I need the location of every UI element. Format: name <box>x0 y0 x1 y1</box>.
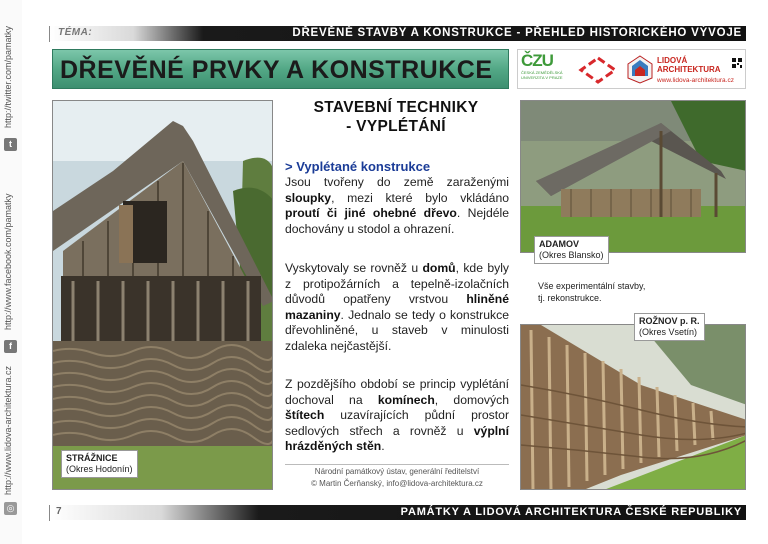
paragraph-1: Jsou tvořeny do země zaraženými sloupky, mezi které bylo vkládáno proutí či jiné ohebné dřevo. Nejdéle dochovány u stodol a ohrazení. <box>285 175 510 236</box>
credits-institution: Národní památkový ústav, generální ředitelství <box>314 467 480 476</box>
la-line1: LIDOVÁ <box>657 56 688 65</box>
section-title <box>276 98 516 136</box>
experimental-note-line2: tj. rekonstrukce. <box>538 293 602 303</box>
caption-straznice <box>61 450 138 478</box>
qr-icon <box>732 58 742 68</box>
photo-adamov <box>520 100 746 253</box>
caption-district: (Okres Vsetín) <box>639 327 698 337</box>
website-link[interactable]: http://www.lidova-architektura.cz <box>3 365 13 495</box>
photo-roznov <box>520 324 746 490</box>
caption-district: (Okres Blansko) <box>539 250 604 260</box>
twitter-icon[interactable]: t <box>4 138 17 151</box>
subheading: > Vyplétané konstrukce <box>285 159 431 174</box>
paragraph-3: Z pozdějšího období se princip vyplétání dochoval na komínech, domových štítech uzavírajících půdní prostor sedlových střech a rovněž u výplní hrázděných stěn. <box>285 377 509 454</box>
fence-illustration <box>521 325 746 490</box>
shed-illustration <box>521 101 746 253</box>
facebook-icon[interactable]: f <box>4 340 17 353</box>
barn-illustration <box>53 101 273 490</box>
experimental-note-line1: Vše experimentální stavby, <box>538 281 646 291</box>
caption-adamov <box>534 236 609 264</box>
twitter-link[interactable]: http://twitter.com/pamatky <box>3 25 13 128</box>
caption-place: ROŽNOV p. R. <box>639 316 700 326</box>
lidova-architektura-logo-icon <box>626 54 654 84</box>
section-title-line1: STAVEBNÍ TECHNIKY <box>313 99 479 116</box>
czu-logo <box>521 52 571 86</box>
facebook-link[interactable]: http://www.facebook.com/pamatky <box>3 193 13 330</box>
npu-logo-icon <box>577 55 619 85</box>
caption-place: STRÁŽNICE <box>66 453 118 463</box>
lidova-architektura-logo-text <box>657 56 721 74</box>
footer-title: PAMÁTKY A LIDOVÁ ARCHITEKTURA ČESKÉ REPUBLIKY <box>400 506 742 518</box>
la-line2: ARCHITEKTURA <box>657 65 721 74</box>
paragraph-2: Vyskytovaly se rovněž u domů, kde byly z protipožárních a tepelně-izolačních důvodů opatřeny vrstvou hliněné mazaniny. Jednalo se tedy o konstrukce dřevohliněné, u staveb v minulosti zdaleka nejčastější. <box>285 261 509 353</box>
credits-author: © Martin Čerňanský, info@lidova-architektura.cz <box>311 479 483 488</box>
section-title-line2: - VYPLÉTÁNÍ <box>346 118 446 135</box>
czu-logo-mark: ČZU <box>521 51 553 70</box>
tema-label: TÉMA: <box>58 27 93 38</box>
website-icon[interactable]: ◎ <box>4 502 17 515</box>
credits <box>285 464 509 490</box>
experimental-note <box>538 280 645 304</box>
caption-roznov <box>634 313 705 341</box>
page-title: DŘEVĚNÉ PRVKY A KONSTRUKCE <box>60 56 493 84</box>
photo-straznice <box>52 100 273 490</box>
czu-logo-text: ČESKÁ ZEMĚDĚLSKÁ UNIVERZITA V PRAZE <box>521 70 563 80</box>
topic-title: DŘEVĚNÉ STAVBY A KONSTRUKCE - PŘEHLED HISTORICKÉHO VÝVOJE <box>292 27 742 39</box>
la-url[interactable]: www.lidova-architektura.cz <box>657 77 734 84</box>
caption-place: ADAMOV <box>539 239 579 249</box>
caption-district: (Okres Hodonín) <box>66 464 133 474</box>
page-number: 7 <box>56 506 62 517</box>
